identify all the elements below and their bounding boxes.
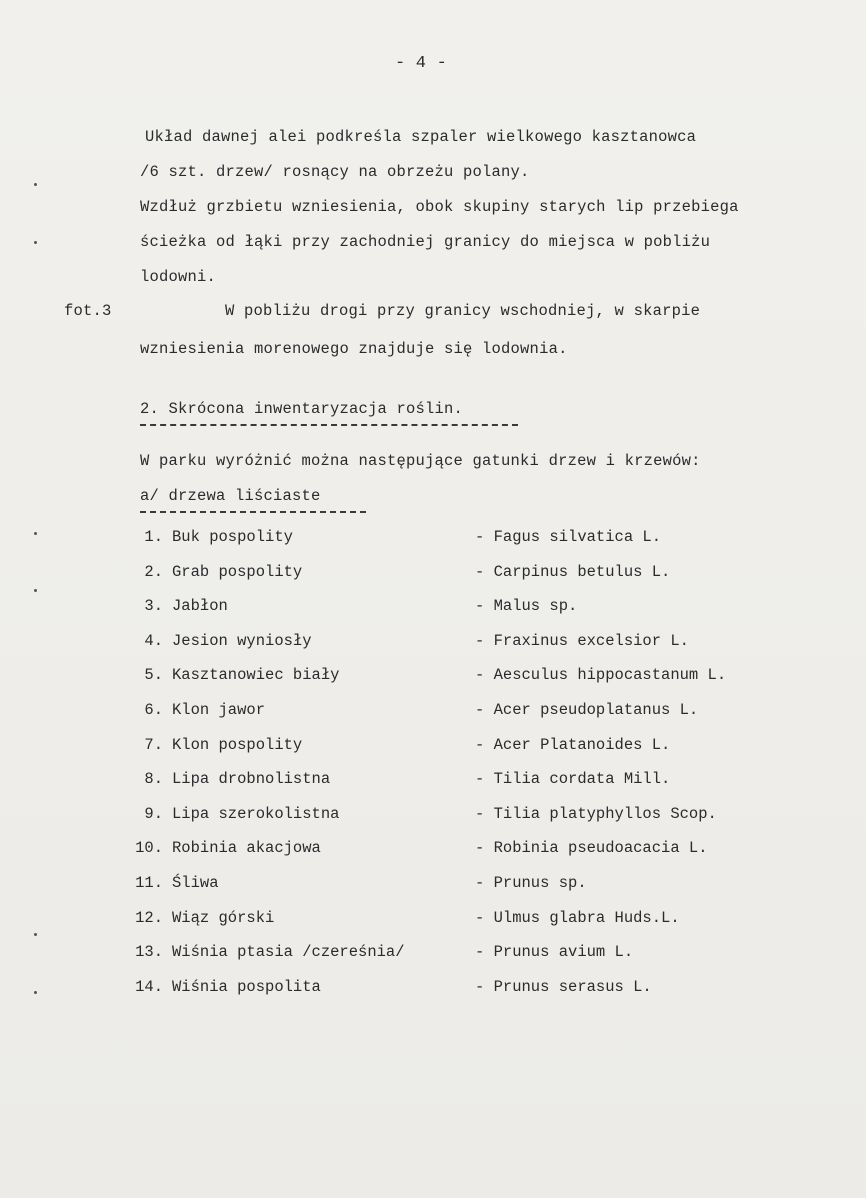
scan-mark xyxy=(34,933,37,936)
tree-polish-name: Jabłon xyxy=(172,597,228,615)
tree-number: 7. xyxy=(144,736,163,754)
tree-latin-name: - Tilia platyphyllos Scop. xyxy=(475,805,717,823)
intro-text: W parku wyróżnić można następujące gatunki drzew i krzewów: xyxy=(140,452,701,470)
tree-latin-name: - Prunus serasus L. xyxy=(475,978,652,996)
paragraph-line: lodowni. xyxy=(140,268,217,286)
tree-number: 1. xyxy=(144,528,163,546)
tree-number: 8. xyxy=(144,770,163,788)
tree-latin-name: - Robinia pseudoacacia L. xyxy=(475,839,708,857)
tree-polish-name: Klon pospolity xyxy=(172,736,303,754)
tree-latin-name: - Malus sp. xyxy=(475,597,578,615)
tree-latin-name: - Fagus silvatica L. xyxy=(475,528,662,546)
tree-number: 5. xyxy=(144,666,163,684)
tree-polish-name: Klon jawor xyxy=(172,701,266,719)
tree-number: 6. xyxy=(144,701,163,719)
paragraph-line: wzniesienia morenowego znajduje się lodownia. xyxy=(140,340,568,358)
tree-number: 13. xyxy=(135,943,163,961)
tree-latin-name: - Tilia cordata Mill. xyxy=(475,770,671,788)
subheading: a/ drzewa liściaste xyxy=(140,487,321,505)
tree-number: 2. xyxy=(144,563,163,581)
tree-latin-name: - Prunus avium L. xyxy=(475,943,634,961)
heading-underline xyxy=(140,424,518,426)
scan-mark xyxy=(34,532,37,535)
paragraph-line: ścieżka od łąki przy zachodniej granicy do miejsca w pobliżu xyxy=(140,233,711,251)
tree-number: 10. xyxy=(135,839,163,857)
tree-polish-name: Lipa szerokolistna xyxy=(172,805,340,823)
section-heading: 2. Skrócona inwentaryzacja roślin. xyxy=(140,400,464,418)
tree-latin-name: - Aesculus hippocastanum L. xyxy=(475,666,727,684)
paragraph-line: Układ dawnej alei podkreśla szpaler wielkowego kasztanowca xyxy=(145,128,697,146)
page-number: - 4 - xyxy=(395,54,448,73)
tree-latin-name: - Carpinus betulus L. xyxy=(475,563,671,581)
tree-number: 11. xyxy=(135,874,163,892)
tree-latin-name: - Fraxinus excelsior L. xyxy=(475,632,689,650)
tree-polish-name: Robinia akacjowa xyxy=(172,839,321,857)
tree-polish-name: Kasztanowiec biały xyxy=(172,666,340,684)
tree-polish-name: Śliwa xyxy=(172,874,219,892)
tree-polish-name: Jesion wyniosły xyxy=(172,632,312,650)
scan-mark xyxy=(34,183,37,186)
tree-number: 12. xyxy=(135,909,163,927)
tree-polish-name: Grab pospolity xyxy=(172,563,303,581)
scan-mark xyxy=(34,589,37,592)
tree-polish-name: Lipa drobnolistna xyxy=(172,770,331,788)
margin-note: fot.3 xyxy=(64,302,112,320)
paragraph-line: Wzdłuż grzbietu wzniesienia, obok skupiny starych lip przebiega xyxy=(140,198,739,216)
tree-number: 3. xyxy=(144,597,163,615)
tree-number: 14. xyxy=(135,978,163,996)
scan-mark xyxy=(34,241,37,244)
tree-polish-name: Wiśnia pospolita xyxy=(172,978,321,996)
tree-number: 9. xyxy=(144,805,163,823)
subheading-underline xyxy=(140,511,366,513)
tree-latin-name: - Prunus sp. xyxy=(475,874,587,892)
tree-polish-name: Wiśnia ptasia /czereśnia/ xyxy=(172,943,405,961)
tree-polish-name: Buk pospolity xyxy=(172,528,293,546)
scan-mark xyxy=(34,991,37,994)
paragraph-line: W pobliżu drogi przy granicy wschodniej, w skarpie xyxy=(225,302,701,320)
tree-polish-name: Wiąz górski xyxy=(172,909,275,927)
tree-number: 4. xyxy=(144,632,163,650)
tree-latin-name: - Acer Platanoides L. xyxy=(475,736,671,754)
tree-latin-name: - Acer pseudoplatanus L. xyxy=(475,701,699,719)
tree-latin-name: - Ulmus glabra Huds.L. xyxy=(475,909,680,927)
paragraph-line: /6 szt. drzew/ rosnący na obrzeżu polany. xyxy=(140,163,530,181)
